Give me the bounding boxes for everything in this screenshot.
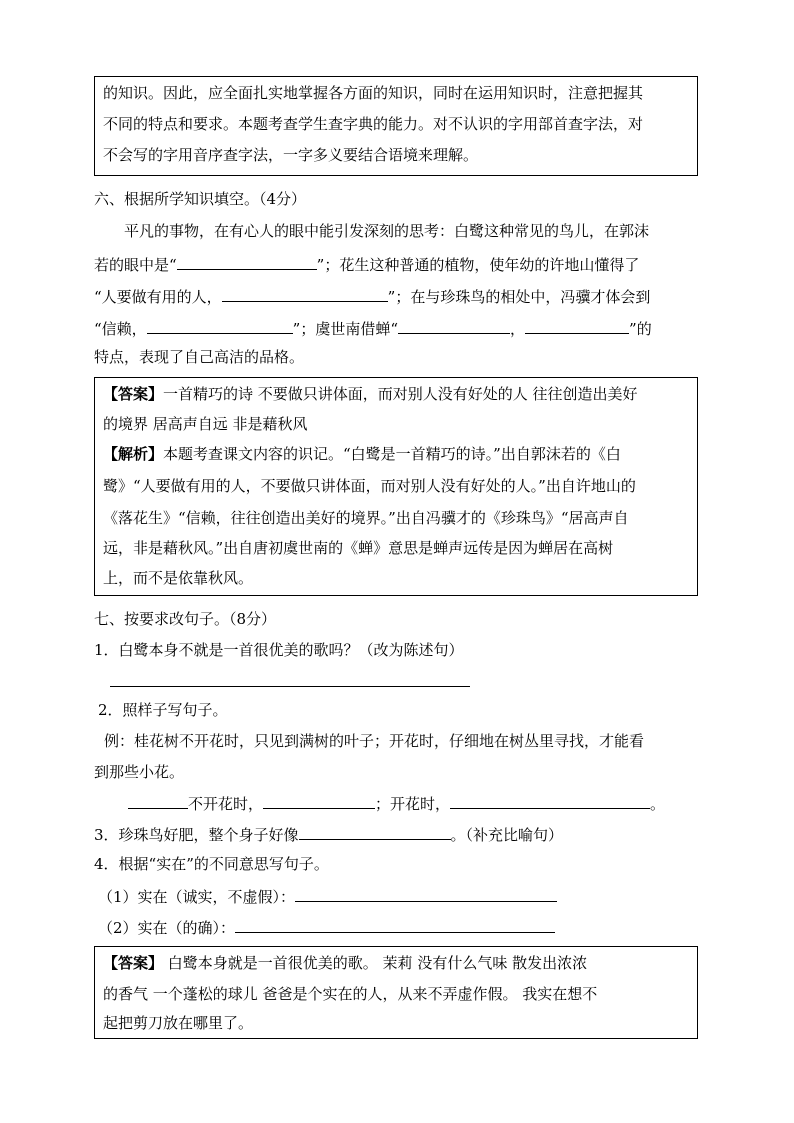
question-3: 3．珍珠鸟好肥，整个身子好像 。（补充比喻句） xyxy=(94,823,563,845)
section-7-title: 七、按要求改句子。（8分） xyxy=(94,610,277,628)
question-2: 2．照样子写句子。 xyxy=(98,701,228,719)
explanation-box-continued xyxy=(94,76,698,176)
fill-blank-q4-1[interactable] xyxy=(295,885,557,902)
explanation-line: 不会写的字用音序查字法，一字多义要结合语境来理解。 xyxy=(103,146,479,164)
section-6-paragraph-line: 若的眼中是“ ”；花生这种普通的植物，使年幼的许地山懂得了 xyxy=(94,253,639,275)
fill-blank-4[interactable] xyxy=(398,317,510,334)
answer-line: 的香气 一个蓬松的球儿 爸爸是个实在的人，从来不弄虚作假。 我实在想不 xyxy=(103,985,598,1003)
question-4-1: （1）实在（诚实，不虚假）： xyxy=(98,885,557,907)
fill-blank-q4-2[interactable] xyxy=(235,916,555,933)
answer-tag: 【答案】 xyxy=(103,385,164,403)
answer-box-7 xyxy=(94,946,698,1039)
question-1: 1．白鹭本身不就是一首很优美的歌吗？（改为陈述句） xyxy=(94,641,464,659)
analysis-tag: 【解析】 xyxy=(103,445,164,463)
question-4: 4．根据“实在”的不同意思写句子。 xyxy=(94,855,329,873)
analysis-line: 《落花生》“信赖，往往创造出美好的境界。”出自冯骥才的《珍珠鸟》“居高声自 xyxy=(103,509,629,527)
fill-blank-3[interactable] xyxy=(147,317,293,334)
answer-box-6 xyxy=(94,377,698,596)
analysis-line: 上，而不是依靠秋风。 xyxy=(103,569,254,587)
question-4-2: （2）实在（的确）： xyxy=(98,916,555,938)
fill-blank-q2-c[interactable] xyxy=(450,792,650,809)
answer-line: 的境界 居高声自远 非是藉秋风 xyxy=(103,415,308,433)
answer-tag: 【答案】 xyxy=(103,954,164,972)
answer-line-q1[interactable] xyxy=(110,686,470,687)
fill-blank-1[interactable] xyxy=(177,253,317,270)
answer-line: 起把剪刀放在哪里了。 xyxy=(103,1014,254,1032)
fill-blank-q3[interactable] xyxy=(299,823,451,840)
analysis-line: 【解析】本题考查课文内容的识记。“白鹭是一首精巧的诗。”出自郭沫若的《白 xyxy=(103,445,621,463)
explanation-line: 不同的特点和要求。本题考查学生查字典的能力。对不认识的字用部首查字法，对 xyxy=(103,115,644,133)
example-line: 例：桂花树不开花时，只见到满树的叶子；开花时，仔细地在树丛里寻找，才能看 xyxy=(104,732,645,750)
example-line: 到那些小花。 xyxy=(94,763,185,781)
fill-blank-2[interactable] xyxy=(222,285,388,302)
section-6-paragraph-line: “人要做有用的人， ”；在与珍珠鸟的相处中，冯骥才体会到 xyxy=(94,285,650,307)
analysis-line: 鹭》“人要做有用的人，不要做只讲体面，而对别人没有好处的人。”出自许地山的 xyxy=(103,477,636,495)
section-6-paragraph-line: 特点，表现了自己高洁的品格。 xyxy=(94,348,305,366)
answer-line: 【答案】 白鹭本身就是一首很优美的歌。 茉莉 没有什么气味 散发出浓浓 xyxy=(103,954,588,972)
fill-blank-q2-a[interactable] xyxy=(128,792,188,809)
fill-blank-q2-b[interactable] xyxy=(263,792,375,809)
fill-blank-5[interactable] xyxy=(525,317,629,334)
section-6-paragraph-line: “信赖， ”；虞世南借蝉“ ， ”的 xyxy=(94,317,652,339)
explanation-line: 的知识。因此，应全面扎实地掌握各方面的知识，同时在运用知识时，注意把握其 xyxy=(103,84,644,102)
answer-line: 【答案】一首精巧的诗 不要做只讲体面，而对别人没有好处的人 往往创造出美好 xyxy=(103,385,638,403)
question-2-fill: 不开花时， ；开花时， 。 xyxy=(128,792,665,814)
section-6-paragraph-line: 平凡的事物，在有心人的眼中能引发深刻的思考：白鹭这种常见的鸟儿，在郭沫 xyxy=(124,222,650,240)
section-6-title: 六、根据所学知识填空。（4分） xyxy=(94,190,307,208)
analysis-line: 远，非是藉秋风。”出自唐初虞世南的《蝉》意思是蝉声远传是因为蝉居在高树 xyxy=(103,539,614,557)
